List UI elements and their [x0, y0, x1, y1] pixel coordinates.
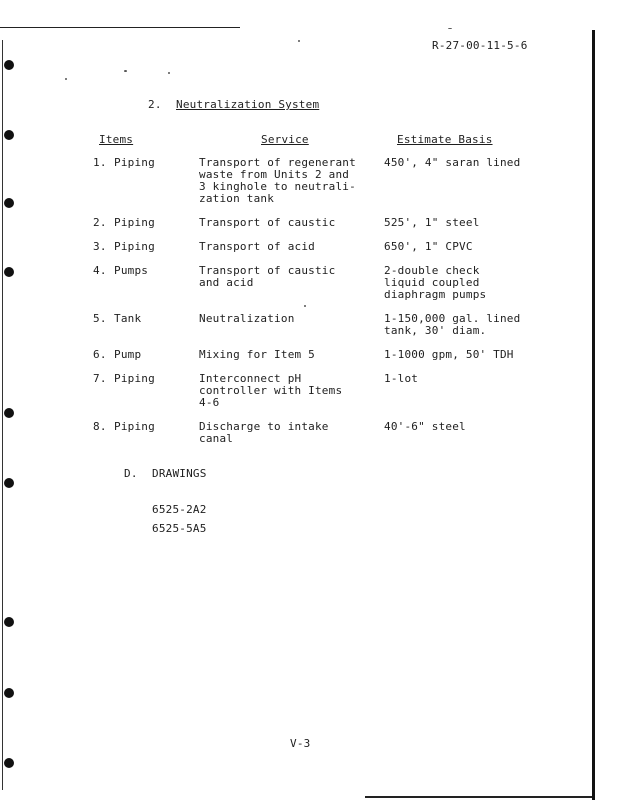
binder-hole — [4, 758, 14, 768]
item-number: 2. — [93, 216, 107, 229]
basis-line: 2-double check — [384, 264, 480, 277]
basis-line: 1-lot — [384, 372, 419, 385]
column-header-service: Service — [261, 133, 309, 146]
basis-line: 450', 4" saran lined — [384, 156, 521, 169]
right-edge-rule — [592, 30, 595, 800]
section-number: 2. — [148, 98, 162, 111]
binder-hole — [4, 198, 14, 208]
left-edge-rule — [2, 40, 3, 790]
item-number: 8. — [93, 420, 107, 433]
drawing-number: 6525-2A2 — [152, 503, 207, 516]
service-line: Discharge to intake — [199, 420, 329, 433]
service-line: 4-6 — [199, 396, 220, 409]
service-line: Transport of caustic — [199, 216, 336, 229]
basis-line: liquid coupled — [384, 276, 480, 289]
item-name: Pump — [114, 348, 142, 361]
service-line: zation tank — [199, 192, 275, 205]
service-line: and acid — [199, 276, 254, 289]
scan-speck — [65, 78, 67, 80]
service-line: canal — [199, 432, 234, 445]
document-reference: R-27-00-11-5-6 — [432, 39, 528, 52]
basis-line: 1-1000 gpm, 50' TDH — [384, 348, 514, 361]
item-name: Pumps — [114, 264, 149, 277]
drawing-number: 6525-5A5 — [152, 522, 207, 535]
service-line: waste from Units 2 and — [199, 168, 350, 181]
item-number: 3. — [93, 240, 107, 253]
item-number: 5. — [93, 312, 107, 325]
item-number: 4. — [93, 264, 107, 277]
item-number: 6. — [93, 348, 107, 361]
item-name: Piping — [114, 420, 155, 433]
item-name: Piping — [114, 372, 155, 385]
basis-line: 650', 1" CPVC — [384, 240, 473, 253]
basis-line: 525', 1" steel — [384, 216, 480, 229]
item-name: Piping — [114, 156, 155, 169]
binder-hole — [4, 267, 14, 277]
basis-line: diaphragm pumps — [384, 288, 487, 301]
service-line: controller with Items — [199, 384, 343, 397]
basis-line: 40'-6" steel — [384, 420, 466, 433]
bottom-edge-rule — [365, 796, 592, 798]
scan-speck — [298, 40, 300, 42]
column-header-estimate-basis: Estimate Basis — [397, 133, 493, 146]
binder-hole — [4, 478, 14, 488]
column-header-items: Items — [99, 133, 134, 146]
binder-hole — [4, 617, 14, 627]
top-edge-rule — [0, 27, 240, 28]
item-name: Tank — [114, 312, 142, 325]
service-line: 3 kinghole to neutrali- — [199, 180, 356, 193]
service-line: Transport of acid — [199, 240, 315, 253]
binder-hole — [4, 688, 14, 698]
page-number: V-3 — [290, 737, 311, 750]
service-line: Transport of caustic — [199, 264, 336, 277]
service-line: Interconnect pH — [199, 372, 302, 385]
service-line: Mixing for Item 5 — [199, 348, 315, 361]
item-number: 1. — [93, 156, 107, 169]
binder-hole — [4, 130, 14, 140]
service-line: Transport of regenerant — [199, 156, 356, 169]
drawings-letter: D. — [124, 467, 138, 480]
scan-speck — [168, 72, 170, 74]
binder-hole — [4, 408, 14, 418]
item-number: 7. — [93, 372, 107, 385]
scan-speck — [448, 28, 452, 29]
item-name: Piping — [114, 216, 155, 229]
basis-line: tank, 30' diam. — [384, 324, 487, 337]
section-title: Neutralization System — [176, 98, 320, 111]
binder-hole — [4, 60, 14, 70]
service-line: Neutralization — [199, 312, 295, 325]
basis-line: 1-150,000 gal. lined — [384, 312, 521, 325]
scan-speck — [304, 305, 306, 307]
drawings-title: DRAWINGS — [152, 467, 207, 480]
item-name: Piping — [114, 240, 155, 253]
scan-speck — [124, 70, 127, 72]
